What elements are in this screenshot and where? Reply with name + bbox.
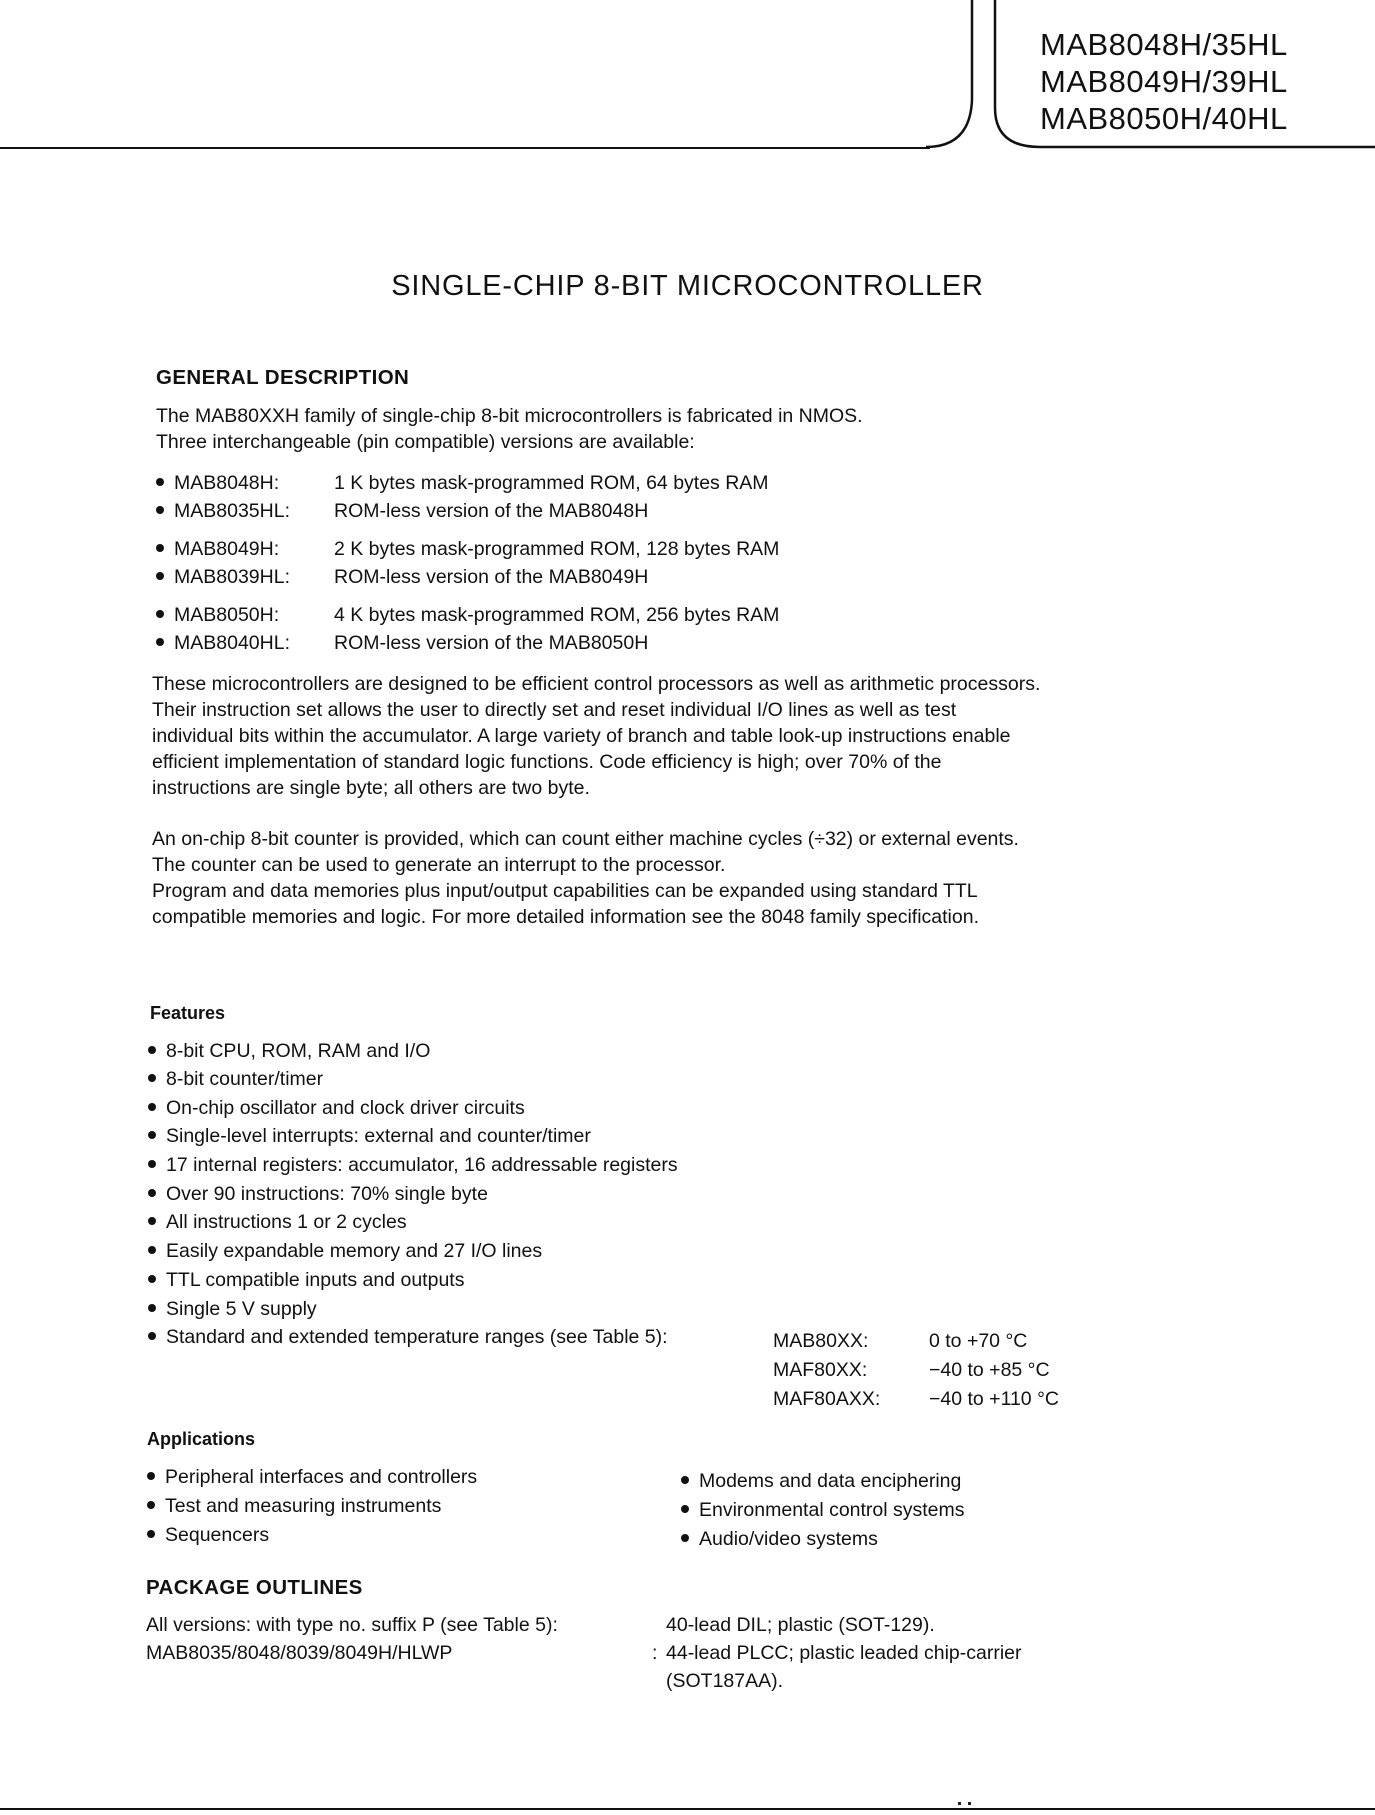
temp-range-value: −40 to +110 °C — [929, 1388, 1059, 1410]
bullet-icon — [156, 572, 164, 580]
version-item — [156, 566, 648, 589]
feature-text: 8-bit counter/timer — [166, 1068, 324, 1090]
version-item — [156, 538, 779, 561]
bullet-icon — [148, 1103, 156, 1111]
scan-speck — [958, 1802, 961, 1805]
paragraph-line: An on-chip 8-bit counter is provided, which can count either machine cycles (÷32) or external events. — [152, 828, 1019, 850]
application-text: Environmental control systems — [699, 1499, 965, 1521]
package-row-label: MAB8035/8048/8039/8049H/HLWP — [146, 1642, 453, 1664]
version-name: MAB8035HL: — [174, 500, 290, 522]
application-text: Peripheral interfaces and controllers — [165, 1466, 478, 1488]
footer-rule — [0, 1808, 1375, 1810]
paragraph-line: These microcontrollers are designed to be efficient control processors as well as arithmetic processors. — [152, 673, 1041, 695]
version-name: MAB8049H: — [174, 538, 280, 560]
bullet-icon — [148, 1046, 156, 1054]
bullet-icon — [681, 1505, 689, 1513]
package-row-value: (SOT187AA). — [666, 1670, 784, 1692]
feature-text: Over 90 instructions: 70% single byte — [166, 1183, 488, 1205]
bullet-icon — [156, 544, 164, 552]
intro-line: The MAB80XXH family of single-chip 8-bit microcontrollers is fabricated in NMOS. — [156, 405, 863, 427]
version-desc: 1 K bytes mask-programmed ROM, 64 bytes RAM — [334, 472, 769, 494]
temp-range-value: 0 to +70 °C — [929, 1330, 1028, 1352]
bullet-icon — [681, 1534, 689, 1542]
bullet-icon — [147, 1501, 155, 1509]
application-item — [681, 1528, 878, 1551]
temp-range-name: MAB80XX: — [773, 1330, 869, 1352]
feature-text: 17 internal registers: accumulator, 16 addressable registers — [166, 1154, 678, 1176]
package-row-value: 44-lead PLCC; plastic leaded chip-carrier — [666, 1642, 1022, 1664]
bullet-icon — [148, 1189, 156, 1197]
feature-item — [148, 1298, 317, 1321]
feature-item — [148, 1269, 464, 1292]
bullet-icon — [148, 1074, 156, 1082]
temp-range-name: MAF80XX: — [773, 1359, 868, 1381]
temp-range-value: −40 to +85 °C — [929, 1359, 1050, 1381]
application-text: Audio/video systems — [699, 1528, 878, 1550]
feature-text: TTL compatible inputs and outputs — [166, 1269, 465, 1291]
temp-range-name: MAF80AXX: — [773, 1388, 881, 1410]
feature-item — [148, 1154, 678, 1177]
feature-item — [148, 1040, 430, 1063]
paragraph-line: instructions are single byte; all others are two byte. — [152, 777, 590, 799]
bullet-icon — [148, 1332, 156, 1340]
feature-item — [148, 1068, 323, 1091]
feature-text: All instructions 1 or 2 cycles — [166, 1211, 407, 1233]
version-desc: 4 K bytes mask-programmed ROM, 256 bytes RAM — [334, 604, 780, 626]
paragraph-line: The counter can be used to generate an interrupt to the processor. — [152, 854, 726, 876]
part-number: MAB8049H/39HL — [1040, 64, 1288, 99]
version-desc: 2 K bytes mask-programmed ROM, 128 bytes RAM — [334, 538, 780, 560]
version-item — [156, 500, 648, 523]
feature-item — [148, 1183, 488, 1206]
part-number: MAB8050H/40HL — [1040, 101, 1288, 136]
application-text: Test and measuring instruments — [165, 1495, 442, 1517]
bullet-icon — [156, 638, 164, 646]
version-item — [156, 632, 648, 655]
version-name: MAB8039HL: — [174, 566, 290, 588]
version-desc: ROM-less version of the MAB8050H — [334, 632, 649, 654]
bullet-icon — [147, 1530, 155, 1538]
package-row-value: 40-lead DIL; plastic (SOT-129). — [666, 1614, 935, 1636]
package-outlines-heading: PACKAGE OUTLINES — [146, 1576, 363, 1599]
feature-item — [148, 1326, 668, 1349]
version-desc: ROM-less version of the MAB8049H — [334, 566, 649, 588]
feature-text: On-chip oscillator and clock driver circuits — [166, 1097, 525, 1119]
bullet-icon — [148, 1217, 156, 1225]
bullet-icon — [148, 1304, 156, 1312]
paragraph-line: individual bits within the accumulator. A large variety of branch and table look-up instructions enable — [152, 725, 1011, 747]
bullet-icon — [156, 610, 164, 618]
paragraph-line: Their instruction set allows the user to directly set and reset individual I/O lines as well as test — [152, 699, 957, 721]
general-intro — [156, 403, 863, 455]
bullet-icon — [156, 478, 164, 486]
scan-speck — [968, 1802, 971, 1805]
bullet-icon — [148, 1275, 156, 1283]
intro-line: Three interchangeable (pin compatible) versions are available: — [156, 431, 695, 453]
feature-item — [148, 1097, 525, 1120]
features-heading: Features — [150, 1003, 226, 1023]
feature-text: 8-bit CPU, ROM, RAM and I/O — [166, 1040, 431, 1062]
bullet-icon — [148, 1246, 156, 1254]
applications-heading: Applications — [147, 1429, 256, 1449]
feature-item — [148, 1240, 542, 1263]
feature-text: Single 5 V supply — [166, 1298, 317, 1320]
application-item — [147, 1466, 477, 1489]
description-paragraph — [152, 671, 1040, 801]
paragraph-line: compatible memories and logic. For more detailed information see the 8048 family specification. — [152, 906, 979, 928]
version-item — [156, 472, 769, 495]
part-number: MAB8048H/35HL — [1040, 27, 1288, 62]
description-paragraph — [152, 826, 1019, 930]
feature-item — [148, 1125, 591, 1148]
bullet-icon — [148, 1131, 156, 1139]
bullet-icon — [147, 1472, 155, 1480]
application-text: Modems and data enciphering — [699, 1470, 962, 1492]
general-description-heading: GENERAL DESCRIPTION — [156, 366, 410, 389]
page-title: SINGLE-CHIP 8-BIT MICROCONTROLLER — [391, 270, 984, 302]
bullet-icon — [681, 1476, 689, 1484]
bullet-icon — [148, 1160, 156, 1168]
version-item — [156, 604, 779, 627]
part-number-block — [1040, 26, 1288, 137]
application-item — [681, 1470, 961, 1493]
feature-item — [148, 1211, 407, 1234]
bullet-icon — [156, 506, 164, 514]
package-row-separator: : — [652, 1642, 658, 1664]
version-name: MAB8050H: — [174, 604, 280, 626]
version-desc: ROM-less version of the MAB8048H — [334, 500, 649, 522]
application-item — [147, 1495, 441, 1518]
feature-text: Easily expandable memory and 27 I/O lines — [166, 1240, 543, 1262]
application-item — [147, 1524, 269, 1547]
paragraph-line: Program and data memories plus input/output capabilities can be expanded using standard TTL — [152, 880, 978, 902]
paragraph-line: efficient implementation of standard logic functions. Code efficiency is high; over 70% of the — [152, 751, 942, 773]
package-row-label: All versions: with type no. suffix P (see Table 5): — [146, 1614, 558, 1636]
version-name: MAB8048H: — [174, 472, 280, 494]
version-name: MAB8040HL: — [174, 632, 290, 654]
feature-text: Single-level interrupts: external and counter/timer — [166, 1125, 591, 1147]
application-item — [681, 1499, 965, 1522]
feature-text: Standard and extended temperature ranges (see Table 5): — [166, 1326, 668, 1348]
application-text: Sequencers — [165, 1524, 270, 1546]
